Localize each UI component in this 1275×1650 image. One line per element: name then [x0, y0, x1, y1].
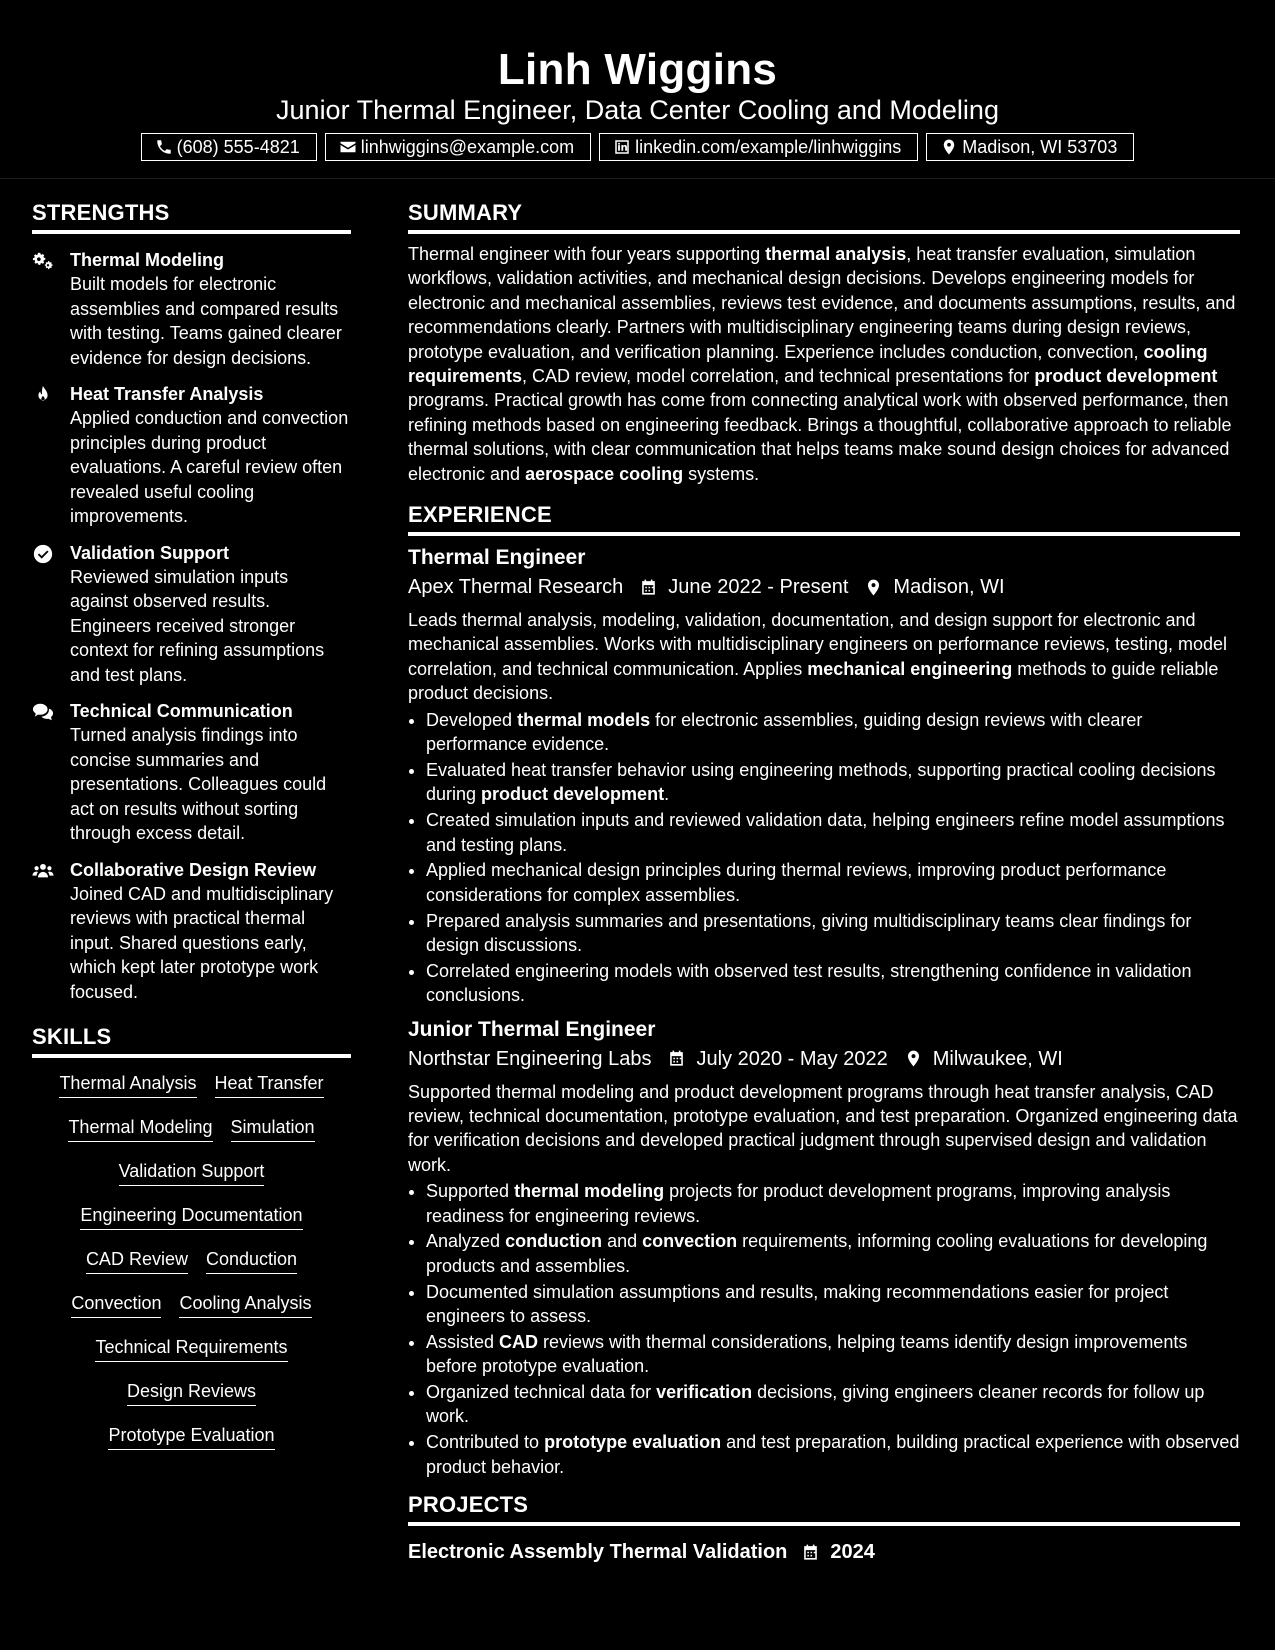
strength-item	[32, 541, 351, 688]
contact-linkedin-text: linkedin.com/example/linhwiggins	[635, 136, 902, 157]
skill-row	[32, 1380, 351, 1406]
bold-keyword: product development	[1034, 366, 1218, 387]
skill-tag: CAD Review	[86, 1248, 188, 1274]
skill-tag: Heat Transfer	[215, 1072, 324, 1098]
bold-keyword: thermal modeling	[514, 1181, 665, 1202]
bold-keyword: thermal models	[517, 709, 651, 730]
right-column	[408, 198, 1240, 1566]
skill-tag: Prototype Evaluation	[108, 1424, 274, 1450]
strength-name: Heat Transfer Analysis	[70, 384, 264, 404]
job-bullet: • Contributed to prototype evaluation and test preparation, building practical experience with observed product behavior.	[426, 1430, 1240, 1479]
skills-heading: SKILLS	[32, 1022, 351, 1058]
linkedin-icon	[613, 138, 631, 156]
skill-row	[32, 1116, 351, 1142]
job-description: Supported thermal modeling and product development programs through heat transfer analysis, CAD review, technical documentation, prototype evaluation, and test preparation. Organized engineering data for verification decisions and developed practical judgment through supervised design and validation work.	[408, 1081, 1238, 1175]
contact-phone-text: (608) 555-4821	[176, 136, 300, 157]
strength-name: Validation Support	[70, 542, 230, 563]
bold-keyword: convection	[642, 1231, 738, 1252]
bold-keyword: product development	[481, 784, 665, 805]
bold-keyword: cooling requirements	[408, 341, 1208, 387]
summary-text: Thermal engineer with four years supporting thermal analysis, heat transfer evaluation, simulation workflows, validation activities, and mechanical design decisions. Develops engineering models for electronic and mechanical assemblies, reviews test evidence, and documents assumptions, results, and recommendations clearly. Partners with multidisciplinary engineering teams during design reviews, prototype evaluation, and verification planning. Experience includes conduction, convection, cooling requirements, CAD review, model correlation, and technical presentations for product development programs. Practical growth has come from connecting analytical work with observed performance, then refining methods based on engineering feedback. Brings a thoughtful, collaborative approach to reliable thermal solutions, with clear communication that helps teams make sound design choices for advanced electronic and aerospace cooling systems.	[408, 244, 1236, 484]
skill-tag: Validation Support	[119, 1160, 265, 1186]
check-circle-icon	[32, 543, 54, 565]
strength-desc: Reviewed simulation inputs against observed results. Engineers received stronger context for refining assumptions and test plans.	[70, 566, 325, 685]
skill-row	[32, 1336, 351, 1362]
contact-email-text: linhwiggins@example.com	[360, 136, 575, 157]
strength-desc: Applied conduction and convection principles during product evaluations. A careful review often revealed useful cooling improvements.	[70, 408, 349, 526]
strength-desc: Joined CAD and multidisciplinary reviews with practical thermal input. Shared questions early, which kept later prototype work focused.	[70, 883, 334, 1002]
job-bullet: • Organized technical data for verification decisions, giving engineers cleaner records for follow up work.	[426, 1380, 1240, 1429]
job-bullet: • Created simulation inputs and reviewed validation data, helping engineers refine model assumptions and testing plans.	[426, 808, 1240, 857]
strength-item	[32, 699, 351, 846]
job-bullet: • Supported thermal modeling projects for product development programs, improving analysis readiness for engineering reviews.	[426, 1179, 1240, 1228]
strength-name: Collaborative Design Review	[70, 859, 317, 880]
skill-row	[32, 1204, 351, 1230]
bold-keyword: prototype evaluation	[544, 1432, 722, 1453]
job-bullet: • Correlated engineering models with observed test results, strengthening confidence in validation conclusions.	[426, 959, 1240, 1008]
skill-tag: Conduction	[206, 1248, 297, 1274]
contact-phone[interactable]	[141, 133, 317, 161]
strengths-heading: STRENGTHS	[32, 198, 351, 234]
left-column	[32, 198, 351, 1468]
skills-list	[32, 1058, 351, 1468]
bold-keyword: aerospace cooling	[525, 463, 684, 484]
job-meta	[408, 1044, 1240, 1074]
map-marker-icon	[864, 578, 883, 597]
job-bullet: • Evaluated heat transfer behavior using engineering methods, supporting practical cooling decisions during product development.	[426, 758, 1240, 807]
project-name: Electronic Assembly Thermal Validation	[408, 1541, 788, 1564]
bold-keyword: conduction	[505, 1231, 603, 1252]
skill-row	[32, 1424, 351, 1450]
job-location: Madison, WI	[893, 576, 1005, 599]
bold-keyword: mechanical engineering	[807, 658, 1013, 679]
skill-tag: Cooling Analysis	[179, 1292, 311, 1318]
map-marker-icon	[940, 138, 958, 156]
skill-tag: Engineering Documentation	[80, 1204, 302, 1230]
calendar-icon	[801, 1543, 820, 1562]
job-bullet: • Assisted CAD reviews with thermal considerations, helping teams identify design improvements before prototype evaluation.	[426, 1330, 1240, 1379]
strength-item	[32, 858, 351, 1005]
calendar-icon	[639, 578, 658, 597]
bold-keyword: CAD	[499, 1331, 539, 1352]
contact-linkedin[interactable]	[599, 133, 918, 161]
job-entry	[408, 544, 1240, 1007]
job-company: Apex Thermal Research	[408, 576, 624, 599]
phone-icon	[155, 138, 173, 156]
contact-bar	[0, 133, 1275, 161]
job-bullets	[408, 708, 1240, 1008]
skill-tag: Technical Requirements	[95, 1336, 287, 1362]
job-bullet: • Applied mechanical design principles during thermal reviews, improving product performance considerations for complex assemblies.	[426, 858, 1240, 907]
experience-heading: EXPERIENCE	[408, 500, 1240, 536]
skill-tag: Convection	[71, 1292, 161, 1318]
comments-icon	[32, 701, 54, 723]
job-location: Milwaukee, WI	[932, 1047, 1063, 1070]
project-item	[408, 1538, 1240, 1566]
strength-name: Technical Communication	[70, 701, 293, 721]
job-bullets	[408, 1179, 1240, 1479]
strength-desc: Built models for electronic assemblies and compared results with testing. Teams gained clearer evidence for design decisions.	[70, 274, 342, 368]
resume-header	[0, 0, 1275, 179]
skill-row	[32, 1292, 351, 1318]
strength-name: Thermal Modeling	[70, 250, 225, 270]
contact-email[interactable]	[325, 133, 591, 161]
job-bullet: • Prepared analysis summaries and presentations, giving multidisciplinary teams clear findings for design discussions.	[426, 909, 1240, 958]
job-description: Leads thermal analysis, modeling, validation, documentation, and design support for electronic and mechanical assemblies. Works with multidisciplinary engineers on performance reviews, testing, model correlation, and technical communication. Applies mechanical engineering methods to guide reliable product decisions.	[408, 610, 1228, 704]
summary-heading: SUMMARY	[408, 198, 1240, 234]
candidate-name: Linh Wiggins	[497, 45, 778, 94]
contact-location-text: Madison, WI 53703	[962, 136, 1118, 157]
experience-list	[408, 544, 1240, 1479]
fire-icon	[32, 384, 54, 406]
strength-item	[32, 382, 351, 529]
users-icon	[32, 860, 54, 882]
skill-row	[32, 1248, 351, 1274]
projects-heading: PROJECTS	[408, 1490, 1240, 1526]
strength-item	[32, 248, 351, 370]
strength-desc: Turned analysis findings into concise summaries and presentations. Colleagues could act on results without sorting through excess detail.	[70, 725, 327, 843]
skill-tag: Simulation	[231, 1116, 315, 1142]
job-dates: July 2020 - May 2022	[696, 1047, 888, 1070]
job-title: Thermal Engineer	[408, 546, 586, 570]
job-meta	[408, 572, 1240, 602]
map-marker-icon	[904, 1049, 923, 1068]
job-company: Northstar Engineering Labs	[408, 1047, 652, 1070]
calendar-icon	[667, 1049, 686, 1068]
job-entry	[408, 1016, 1240, 1479]
skill-tag: Thermal Modeling	[68, 1116, 212, 1142]
envelope-icon	[339, 138, 357, 156]
job-bullet: • Analyzed conduction and convection requirements, informing cooling evaluations for developing products and assemblies.	[426, 1229, 1240, 1278]
project-year: 2024	[830, 1541, 875, 1564]
skill-row	[32, 1072, 351, 1098]
job-dates: June 2022 - Present	[668, 576, 849, 599]
contact-location[interactable]	[926, 133, 1134, 161]
candidate-title: Junior Thermal Engineer, Data Center Cooling and Modeling	[276, 95, 999, 125]
job-bullet: • Developed thermal models for electronic assemblies, guiding design reviews with clearer performance evidence.	[426, 708, 1240, 757]
bold-keyword: thermal analysis	[765, 244, 907, 264]
job-title: Junior Thermal Engineer	[408, 1017, 656, 1041]
skill-row	[32, 1160, 351, 1186]
skill-tag: Thermal Analysis	[59, 1072, 196, 1098]
skill-tag: Design Reviews	[127, 1380, 256, 1406]
bold-keyword: verification	[656, 1381, 753, 1402]
gears-icon	[32, 250, 54, 272]
job-bullet: • Documented simulation assumptions and results, making recommendations easier for project engineers to assess.	[426, 1280, 1240, 1329]
strengths-list	[32, 248, 351, 1004]
